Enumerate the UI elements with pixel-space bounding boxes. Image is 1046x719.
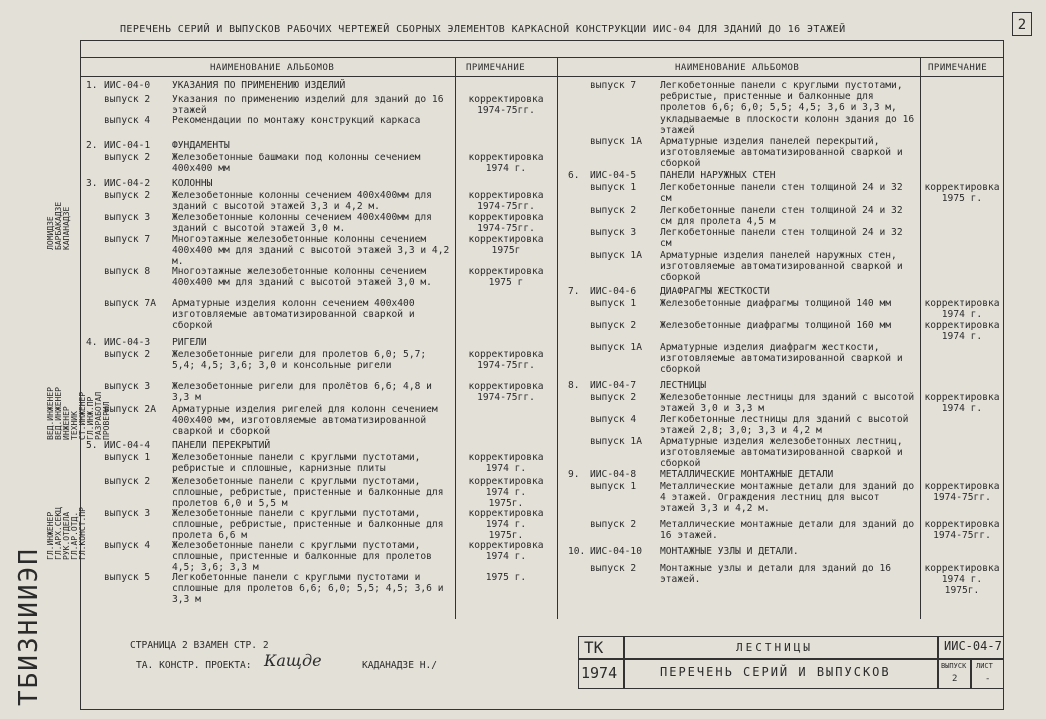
right-row-description: Легкобетонные панели стен толщиной 24 и 32 см	[660, 182, 903, 205]
divider-center	[557, 57, 558, 619]
right-row-code: выпуск 7	[590, 80, 637, 91]
right-row-note: корректировка 1974 г. 1975г.	[924, 563, 1000, 597]
left-row-description: Многоэтажные железобетонные колонны сечением 400х400 мм для зданий с высотой этажей 3,3 и 4,2 м.	[172, 234, 450, 268]
footer-tech-line: ТА. КОНСТР. ПРОЕКТА:	[136, 660, 252, 671]
left-row-code: выпуск 2	[104, 476, 151, 487]
left-row-note: корректировка 1975 г	[468, 266, 544, 289]
right-row-note: корректировка 1974 г.	[924, 320, 1000, 343]
right-row-description: Железобетонные лестницы для зданий с высотой этажей 3,0 и 3,3 м	[660, 392, 915, 415]
left-row-description: Арматурные изделия ригелей для колонн сечением 400х400 мм, изготовляемые автоматизированной сваркой и сборкой	[172, 404, 438, 438]
right-row-description: ПАНЕЛИ НАРУЖНЫХ СТЕН	[660, 170, 776, 181]
left-strip-role: ИНЖЕНЕР	[62, 406, 71, 440]
right-row-code: выпуск 4	[590, 414, 637, 425]
right-row-description: Легкобетонные панели стен толщиной 24 и 32 см	[660, 227, 903, 250]
footer-signer: КАДАНАДЗЕ Н./	[362, 660, 438, 671]
left-row-code: ИИС-04-4	[104, 440, 151, 451]
right-row-code: выпуск 1	[590, 481, 637, 492]
right-row-description: ДИАФРАГМЫ ЖЕСТКОСТИ	[660, 286, 770, 297]
left-row-note: корректировка 1974 г.	[468, 540, 544, 563]
left-row-description: Железобетонные колонны сечением 400х400мм для зданий с высотой этажей 3,0 м.	[172, 212, 432, 235]
left-row-description: Железобетонные ригели для пролетов 6,0; 5,7; 5,4; 4,5; 3,6; 3,0 и консольные ригели	[172, 349, 427, 372]
left-row-code: ИИС-04-0	[104, 80, 151, 91]
left-row-note: корректировка 1974 г.	[468, 152, 544, 175]
stamp-vypusk-label: ВЫПУСК	[941, 662, 967, 670]
left-row-description: Легкобетонные панели с круглыми пустотами и сплошные для пролетов 6,6; 6,0; 5,5; 4,5; 3,6 и 3,3 м	[172, 572, 444, 606]
right-row-code: выпуск 1А	[590, 136, 642, 147]
left-row-code: выпуск 3	[104, 212, 151, 223]
right-row-code: выпуск 2	[590, 205, 637, 216]
right-row-code: выпуск 2	[590, 320, 637, 331]
left-row-note: корректировка 1974-75гг.	[468, 381, 544, 404]
left-row-note: корректировка 1975г	[468, 234, 544, 257]
right-row-code: выпуск 1	[590, 298, 637, 309]
right-row-code: выпуск 2	[590, 392, 637, 403]
left-row-note: корректировка 1974 г. 1975г.	[468, 508, 544, 542]
stamp-list-value: -	[985, 674, 991, 684]
left-row-description: Многоэтажные железобетонные колонны сечением 400х400 мм для зданий с высотой этажей 3,0 м.	[172, 266, 432, 289]
left-row-description: Железобетонные панели с круглыми пустотами, ребристые и сплошные, карнизные плиты	[172, 452, 421, 475]
left-row-code: выпуск 1	[104, 452, 151, 463]
right-row-note: корректировка 1974 г.	[924, 298, 1000, 321]
right-row-description: Арматурные изделия диафрагм жесткости, изготовляемые автоматизированной сваркой и сборкой	[660, 342, 903, 376]
right-row-description: Арматурные изделия панелей перекрытий, изготовляемые автоматизированной сваркой и сборкой	[660, 136, 903, 170]
left-row-description: ПАНЕЛИ ПЕРЕКРЫТИЙ	[172, 440, 271, 451]
left-row-description: КОЛОННЫ	[172, 178, 213, 189]
left-strip-role: ГЛ.КОНСТ.ПР	[78, 507, 87, 560]
left-row-description: Железобетонные ригели для пролётов 6,6; 4,8 и 3,3 м	[172, 381, 432, 404]
right-row-code: ИИС-04-10	[590, 546, 642, 557]
right-row-code: выпуск 1А	[590, 436, 642, 447]
header-right-note: ПРИМЕЧАНИЕ	[928, 63, 988, 73]
left-row-note: корректировка 1974-75гг.	[468, 212, 544, 235]
left-row-description: Железобетонные башмаки под колонны сечением 400х400 мм	[172, 152, 421, 175]
left-strip-role: ГЛ.ИНЖ.ПР	[86, 396, 95, 440]
header-right-name: НАИМЕНОВАНИЕ АЛЬБОМОВ	[675, 63, 800, 73]
left-strip-role: РАЗРАБОТАЛ	[94, 391, 103, 440]
left-row-number: 1.	[86, 80, 98, 91]
left-strip-role: КАПАНАДЗЕ	[62, 206, 71, 250]
left-row-code: ИИС-04-1	[104, 140, 151, 151]
left-row-note: 1975 г.	[485, 572, 527, 583]
left-row-description: Железобетонные панели с круглыми пустотами, сплошные, ребристые, пристенные и балконные для пролетов 6,0 и 5,5 м	[172, 476, 444, 510]
left-row-code: выпуск 5	[104, 572, 151, 583]
left-row-note: корректировка 1974 г. 1975г.	[468, 476, 544, 510]
left-row-code: выпуск 2	[104, 190, 151, 201]
right-row-description: Арматурные изделия железобетонных лестниц, изготовляемые автоматизированной сваркой и сборкой	[660, 436, 903, 470]
left-row-code: ИИС-04-2	[104, 178, 151, 189]
sheet-title: ПЕРЕЧЕНЬ СЕРИЙ И ВЫПУСКОВ РАБОЧИХ ЧЕРТЕЖЕЙ СБОРНЫХ ЭЛЕМЕНТОВ КАРКАСНОЙ КОНСТРУКЦИИ ИИС-04 ДЛЯ ЗДАНИЙ ДО 16 ЭТАЖЕЙ	[120, 24, 846, 35]
left-strip-role: ГЛ.АР.ОТД.	[70, 511, 79, 560]
right-row-description: Арматурные изделия панелей наружных стен, изготовляемые автоматизированной сваркой и сборкой	[660, 250, 903, 284]
left-row-description: РИГЕЛИ	[172, 337, 207, 348]
left-strip-role: ТЕХНИК	[70, 411, 79, 440]
left-row-code: ИИС-04-3	[104, 337, 151, 348]
page-number-box: 2	[1012, 12, 1032, 36]
left-row-description: Железобетонные колонны сечением 400х400мм для зданий с высотой этажей 3,3 и 4,2 м.	[172, 190, 432, 213]
stamp-vypusk-value: 2	[952, 674, 958, 684]
header-left-note: ПРИМЕЧАНИЕ	[466, 63, 526, 73]
right-row-code: ИИС-04-6	[590, 286, 637, 297]
left-row-code: выпуск 3	[104, 508, 151, 519]
right-row-number: 9.	[568, 469, 580, 480]
left-strip-org: ТБИЗНИИЭП	[14, 547, 44, 706]
right-row-code: выпуск 1А	[590, 342, 642, 353]
right-row-description: ЛЕСТНИЦЫ	[660, 380, 707, 391]
right-row-description: Легкобетонные лестницы для зданий с высотой этажей 2,8; 3,0; 3,3 и 4,2 м	[660, 414, 909, 437]
right-row-description: Железобетонные диафрагмы толщиной 140 мм	[660, 298, 892, 309]
footer-page-line: СТРАНИЦА 2 ВЗАМЕН СТР. 2	[130, 640, 269, 651]
left-strip-role: ВЕД.ИНЖЕНЕР	[54, 387, 63, 440]
left-row-code: выпуск 3	[104, 381, 151, 392]
left-strip-role: РУК.ОТДЕЛА	[62, 511, 71, 560]
stamp-doc-title: ПЕРЕЧЕНЬ СЕРИЙ И ВЫПУСКОВ	[660, 665, 891, 679]
right-row-number: 10.	[568, 546, 586, 557]
left-row-note: корректировка 1974-75гг.	[468, 94, 544, 117]
left-row-note: корректировка 1974-75гг.	[468, 349, 544, 372]
stamp-code: ИИС-04-7	[944, 639, 1002, 653]
left-strip-role: ГЛ.АРХ.СЕКЦ	[54, 507, 63, 560]
left-row-number: 5.	[86, 440, 98, 451]
left-row-number: 3.	[86, 178, 98, 189]
left-row-code: выпуск 7	[104, 234, 151, 245]
left-row-note: корректировка 1974 г.	[468, 452, 544, 475]
right-row-note: корректировка 1974 г.	[924, 392, 1000, 415]
right-row-note: корректировка 1975 г.	[924, 182, 1000, 205]
left-row-code: выпуск 2	[104, 349, 151, 360]
right-row-description: МЕТАЛЛИЧЕСКИЕ МОНТАЖНЫЕ ДЕТАЛИ	[660, 469, 834, 480]
left-strip-role: СТ.ИНЖЕНЕР	[78, 391, 87, 440]
left-row-code: выпуск 7А	[104, 298, 156, 309]
left-row-note: корректировка 1974-75гг.	[468, 190, 544, 213]
right-row-code: выпуск 2	[590, 563, 637, 574]
right-row-description: Монтажные узлы и детали для зданий до 16 этажей.	[660, 563, 892, 586]
left-row-code: выпуск 2А	[104, 404, 156, 415]
left-row-description: Железобетонные панели с круглыми пустотами, сплошные, ребристые, пристенные и балконные для пролета 6,6 м	[172, 508, 444, 542]
right-row-description: МОНТАЖНЫЕ УЗЛЫ И ДЕТАЛИ.	[660, 546, 799, 557]
right-row-description: Металлические монтажные детали для зданий до 16 этажей.	[660, 519, 915, 542]
left-row-code: выпуск 2	[104, 152, 151, 163]
left-strip-role: БАРБАКАДЗЕ	[54, 201, 63, 250]
left-strip-role: ЛОМИДЗЕ	[46, 216, 55, 250]
right-row-code: ИИС-04-8	[590, 469, 637, 480]
right-row-code: ИИС-04-7	[590, 380, 637, 391]
stamp-list-label: ЛИСТ	[976, 662, 993, 670]
left-row-number: 2.	[86, 140, 98, 151]
left-row-number: 4.	[86, 337, 98, 348]
right-row-code: выпуск 2	[590, 519, 637, 530]
left-row-description: Указания по применению изделий для зданий до 16 этажей	[172, 94, 444, 117]
right-row-code: ИИС-04-5	[590, 170, 637, 181]
left-row-description: УКАЗАНИЯ ПО ПРИМЕНЕНИЮ ИЗДЕЛИЙ	[172, 80, 346, 91]
stamp-subject: ЛЕСТНИЦЫ	[736, 641, 813, 654]
right-row-number: 8.	[568, 380, 580, 391]
stamp-tk: ТК	[584, 638, 604, 657]
left-row-description: Арматурные изделия колонн сечением 400х400 изготовляемые автоматизированной сваркой и сборкой	[172, 298, 415, 332]
left-strip-role: ПРОВЕРИЛ	[102, 401, 111, 440]
header-top-line	[80, 57, 1004, 58]
left-strip-role: ВЕД.ИНЖЕНЕР	[46, 387, 55, 440]
header-left-name: НАИМЕНОВАНИЕ АЛЬБОМОВ	[210, 63, 335, 73]
right-row-description: Металлические монтажные детали для зданий до 4 этажей. Ограждения лестниц для высот этажей 3,3 и 4,2 м.	[660, 481, 915, 515]
left-row-description: ФУНДАМЕНТЫ	[172, 140, 230, 151]
left-row-code: выпуск 4	[104, 115, 151, 126]
right-row-description: Легкобетонные панели стен толщиной 24 и 32 см для пролета 4,5 м	[660, 205, 903, 228]
left-row-description: Железобетонные панели с круглыми пустотами, сплошные, пристенные и балконные для пролетов 4,5; 3,6; 3,3 м	[172, 540, 432, 574]
left-strip-role: ГЛ.ИНЖЕНЕР	[46, 511, 55, 560]
right-row-code: выпуск 1	[590, 182, 637, 193]
left-row-code: выпуск 2	[104, 94, 151, 105]
right-row-note: корректировка 1974-75гг.	[924, 481, 1000, 504]
right-row-code: выпуск 1А	[590, 250, 642, 261]
right-row-description: Железобетонные диафрагмы толщиной 160 мм	[660, 320, 892, 331]
left-row-description: Рекомендации по монтажу конструкций каркаса	[172, 115, 421, 126]
right-row-note: корректировка 1974-75гг.	[924, 519, 1000, 542]
footer-signature: Кащде	[264, 651, 322, 670]
stamp-year: 1974	[581, 664, 618, 682]
left-row-code: выпуск 8	[104, 266, 151, 277]
right-row-code: выпуск 3	[590, 227, 637, 238]
right-row-description: Легкобетонные панели с круглыми пустотами, ребристые, пристенные и балконные для пролетов 6,6; 6,0; 5,5; 4,5; 3,6 и 3,3 м, укладываемые в плоскости колонн здания до 16 этажей	[660, 80, 915, 136]
header-bottom-line	[80, 76, 1004, 77]
right-row-number: 6.	[568, 170, 580, 181]
left-row-code: выпуск 4	[104, 540, 151, 551]
right-row-number: 7.	[568, 286, 580, 297]
